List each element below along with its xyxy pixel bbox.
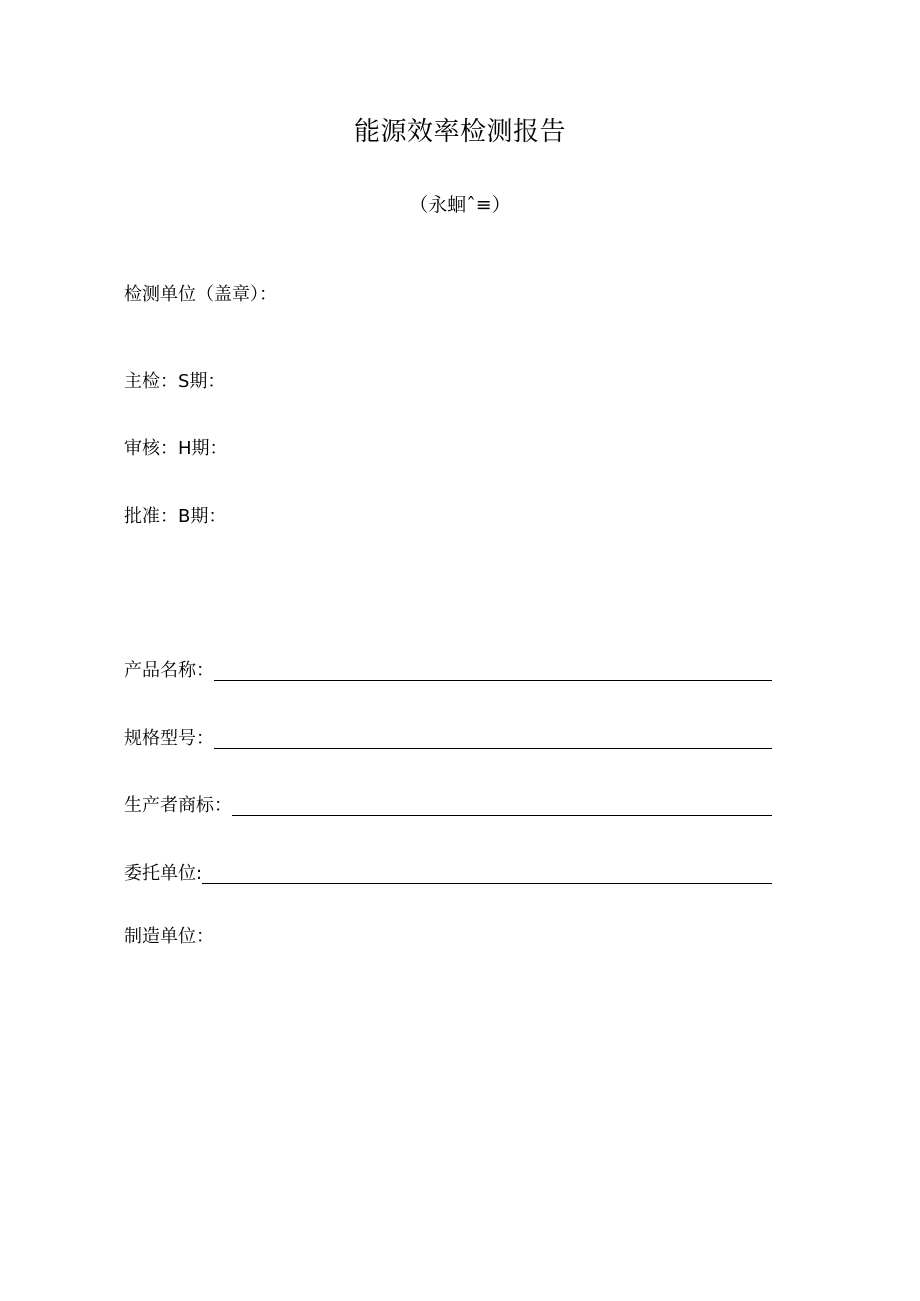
model-row <box>124 724 772 752</box>
product-name-row <box>124 656 772 684</box>
approver-label: 批准：B期： <box>124 506 227 527</box>
client-row <box>124 859 772 887</box>
page-title: 能源效率检测报告 <box>353 117 566 147</box>
trademark-blank[interactable] <box>232 815 772 816</box>
page-subtitle: （永蛔ˆ≡） <box>409 194 511 216</box>
product-name-label: 产品名称： <box>124 660 214 681</box>
client-blank[interactable] <box>202 883 772 884</box>
trademark-row <box>124 791 772 819</box>
inspection-unit-label: 检测单位（盖章）： <box>124 284 277 305</box>
manufacturer-label: 制造单位： <box>124 926 214 947</box>
trademark-label: 生产者商标： <box>124 795 232 816</box>
reviewer-label: 审核：H期： <box>124 438 228 459</box>
model-blank[interactable] <box>214 748 772 749</box>
client-label: 委托单位: <box>124 863 203 884</box>
product-name-blank[interactable] <box>214 680 772 681</box>
chief-inspector-label: 主检：S期： <box>124 371 226 392</box>
model-label: 规格型号： <box>124 728 214 749</box>
